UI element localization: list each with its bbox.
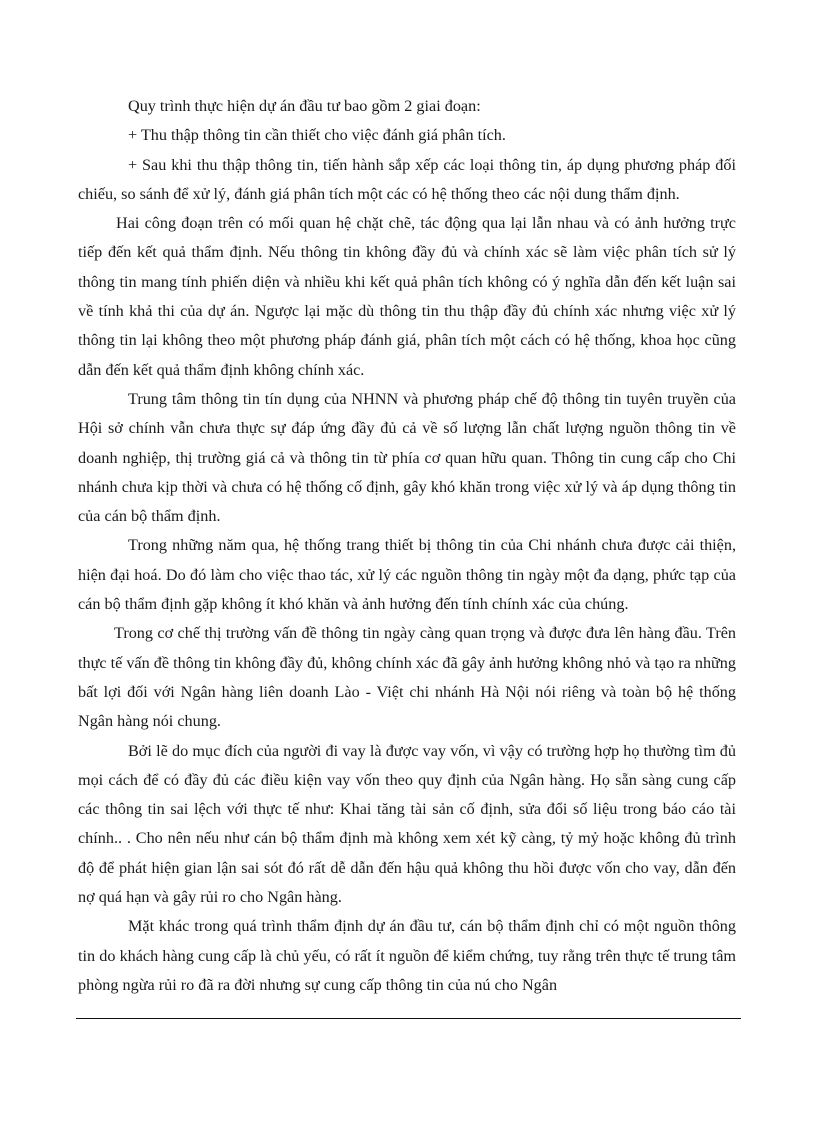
paragraph-two-stages: Hai công đoạn trên có mối quan hệ chặt chẽ, tác động qua lại lẫn nhau và có ảnh hưởng trực tiếp đến kết quả thẩm định. Nếu thông tin không đầy đủ và chính xác sẽ làm việc phân tích sử lý thông tin mang tính phiến diện và nhiều khi kết quả phân tích không có ý nghĩa dẫn đến kết luận sai về tính khả thi của dự án. Ngược lại mặc dù thông tin thu thập đầy đủ chính xác nhưng việc xử lý thông tin lại không theo một phương pháp đánh giá, phân tích một cách có hệ thống, khoa học cũng dẫn đến kết quả thẩm định không chính xác.	[78, 214, 736, 379]
paragraph-borrower-purpose: Bởi lẽ do mục đích của người đi vay là được vay vốn, vì vậy có trường hợp họ thường tìm đủ mọi cách để có đầy đủ các điều kiện vay vốn theo quy định của Ngân hàng. Họ sẵn sàng cung cấp các thông tin sai lệch với thực tế như: Khai tăng tài sản cố định, sửa đổi số liệu trong báo cáo tài chính.. . Cho nên nếu như cán bộ thẩm định mà không xem xét kỹ càng, tỷ mỷ hoặc không đủ trình độ để phát hiện gian lận sai sót đó rất dễ dẫn đến hậu quả không thu hồi được vốn cho vay, dẫn đến nợ quá hạn và gây rủi ro cho Ngân hàng.	[78, 741, 736, 907]
body-text	[78, 92, 736, 1000]
paragraph-step-analyze: + Sau khi thu thập thông tin, tiến hành sắp xếp các loại thông tin, áp dụng phương pháp đối chiếu, so sánh để xử lý, đánh giá phân tích một các có hệ thống theo các nội dung thẩm định.	[78, 155, 736, 203]
paragraph-info-sources: Mặt khác trong quá trình thẩm định dự án đầu tư, cán bộ thẩm định chỉ có một nguồn thông tin do khách hàng cung cấp là chủ yếu, có rất ít nguồn để kiểm chứng, tuy rằng trên thực tế trung tâm phòng ngừa rủi ro đã ra đời nhưng sự cung cấp thông tin của nú cho Ngân	[78, 917, 736, 994]
paragraph-step-collect: + Thu thập thông tin cần thiết cho việc đánh giá phân tích.	[128, 126, 506, 145]
footer-divider	[76, 1018, 741, 1019]
paragraph-process-intro: Quy trình thực hiện dự án đầu tư bao gồm 2 giai đoạn:	[128, 97, 481, 115]
paragraph-market-mechanism: Trong cơ chế thị trường vấn đề thông tin ngày càng quan trọng và được đưa lên hàng đầu. Trên thực tế vấn đề thông tin không đầy đủ, không chính xác đã gây ảnh hưởng không nhỏ và tạo ra những bất lợi đối với Ngân hàng liên doanh Lào - Việt chi nhánh Hà Nội nói riêng và toàn bộ hệ thống Ngân hàng nói chung.	[78, 624, 736, 731]
paragraph-credit-info-center: Trung tâm thông tin tín dụng của NHNN và phương pháp chế độ thông tin tuyên truyền của Hội sở chính vẫn chưa thực sự đáp ứng đầy đủ cả về số lượng lẫn chất lượng nguồn thông tin về doanh nghiệp, thị trường giá cả và thông tin từ phía cơ quan hữu quan. Thông tin cung cấp cho Chi nhánh chưa kịp thời và chưa có hệ thống cố định, gây khó khăn trong việc xử lý và áp dụng thông tin của cán bộ thẩm định.	[78, 389, 736, 526]
paragraph-equipment: Trong những năm qua, hệ thống trang thiết bị thông tin của Chi nhánh chưa được cải thiện, hiện đại hoá. Do đó làm cho việc thao tác, xử lý các nguồn thông tin ngày một đa dạng, phức tạp của cán bộ thẩm định gặp không ít khó khăn và ảnh hưởng đến tính chính xác của chúng.	[78, 536, 736, 614]
